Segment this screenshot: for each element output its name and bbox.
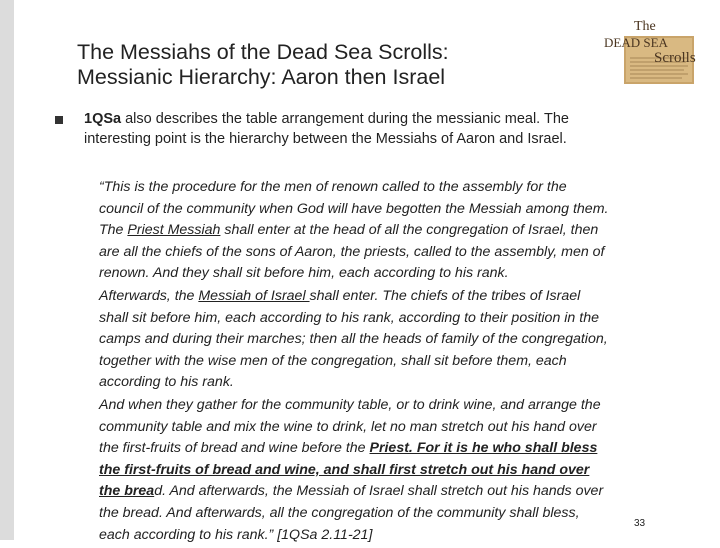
svg-text:DEAD SEA: DEAD SEA (604, 35, 668, 50)
intro-text (84, 109, 644, 149)
source-label: 1QSa (84, 111, 122, 127)
intro-line-2: interesting point is the hierarchy between the Messiahs of Aaron and Israel. (84, 131, 567, 147)
intro-line-1: 1QSa also describes the table arrangement during the messianic meal. The (84, 111, 569, 127)
messiah-of-israel-term: Messiah of Israel (198, 287, 310, 304)
bullet-square-icon (55, 116, 63, 124)
quote-block (99, 178, 684, 548)
quote-paragraph-1: “This is the procedure for the men of renown called to the assembly for the council of the community when God will have begotten the Messiah among them. The Priest Messiah shall enter at the head of all the congregation of Israel, then are all the chiefs of the sons of Aaron, the priests, called to the assembly, men of renown. And they shall sit before him, each according to his rank. (99, 179, 609, 282)
page-number: 33 (634, 518, 646, 529)
svg-text:Scrolls: Scrolls (654, 50, 696, 66)
svg-text:The: The (634, 19, 656, 34)
dead-sea-scrolls-logo (598, 14, 708, 94)
priest-emphasis: Priest. For it is he who shall bless (369, 440, 598, 457)
priest-messiah-term: Priest Messiah (127, 222, 221, 239)
slide-left-bar (0, 0, 14, 540)
slide-title (77, 40, 577, 90)
title-line-1: The Messiahs of the Dead Sea Scrolls: (77, 40, 449, 64)
quote-paragraph-3: And when they gather for the community table, or to drink wine, and arrange the community table and mix the wine to drink, let no man stretch out his hand over the first-fruits of bread and wine before the Priest. For it is he who shall bless the first-fruits of bread and wine, and shall first stretch out his hand over the bread. And afterwards, the Messiah of Israel shall stretch out his hands over the bread. And afterwards, all the congregation of the community shall bless, each according to his rank.” [1QSa 2.11-21] (99, 396, 604, 543)
title-line-2: Messianic Hierarchy: Aaron then Israel (77, 65, 446, 89)
quote-paragraph-2: Afterwards, the Messiah of Israel shall enter. The chiefs of the tribes of Israel shall sit before him, each according to his rank, according to their position in the camps and during their marches; then all the heads of family of the congregation, together with the wise men of the congregation, shall sit before them, each according to his rank. (99, 287, 608, 391)
